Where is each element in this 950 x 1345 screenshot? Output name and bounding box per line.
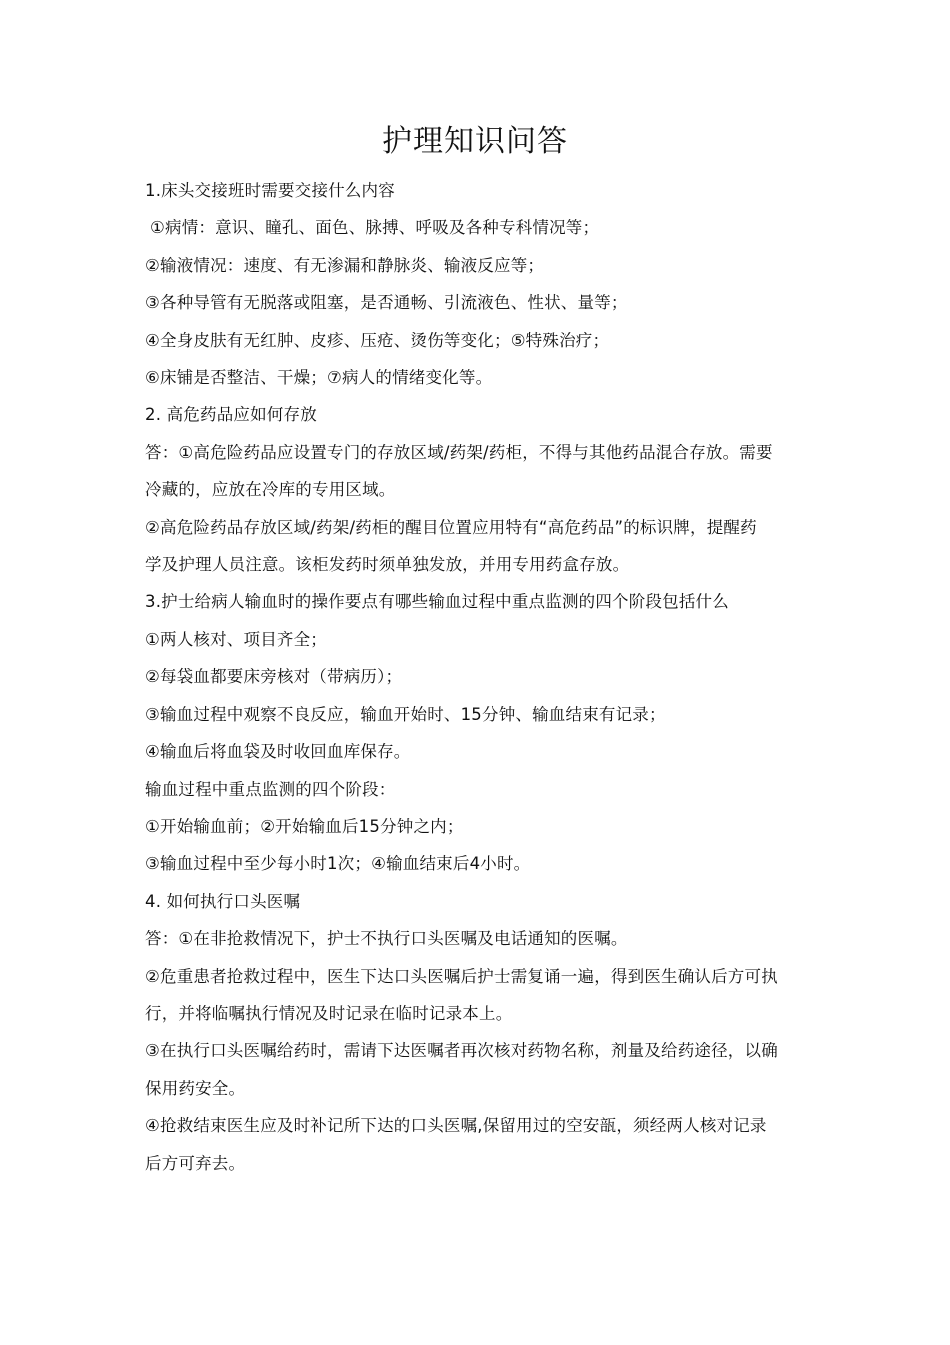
- answer-1-item-3: ③各种导管有无脱落或阻塞，是否通畅、引流液色、性状、量等；: [145, 293, 628, 313]
- answer-4-item-4-line-2: 后方可弃去。: [145, 1153, 246, 1173]
- document-body: [145, 172, 835, 1182]
- answer-4-item-2-line-1: ②危重患者抢救过程中，医生下达口头医嘱后护士需复诵一遍，得到医生确认后方可执: [145, 966, 778, 986]
- answer-2-line-2: 冷藏的，应放在冷库的专用区域。: [145, 480, 396, 500]
- answer-4-item-3-line-2: 保用药安全。: [145, 1078, 246, 1098]
- answer-2-line-3: ②高危险药品存放区域/药架/药柜的醒目位置应用特有“高危药品”的标识牌，提醒药: [145, 517, 757, 537]
- answer-2-line-1: 答：①高危险药品应设置专门的存放区域/药架/药柜，不得与其他药品混合存放。需要: [145, 442, 773, 462]
- answer-4-item-2-line-2: 行，并将临嘱执行情况及时记录在临时记录本上。: [145, 1003, 513, 1023]
- answer-3-item-3: ③输血过程中观察不良反应，输血开始时、15分钟、输血结束有记录；: [145, 704, 666, 724]
- answer-3-item-1: ①两人核对、项目齐全；: [145, 629, 327, 649]
- document-title: 护理知识问答: [382, 124, 568, 159]
- answer-2-line-4: 学及护理人员注意。该柜发药时须单独发放，并用专用药盒存放。: [145, 555, 630, 575]
- question-4-heading: 4. 如何执行口头医嘱: [145, 891, 301, 911]
- question-1-heading: 1.床头交接班时需要交接什么内容: [145, 181, 395, 200]
- answer-4-item-1: 答：①在非抢救情况下，护士不执行口头医嘱及电话通知的医嘱。: [145, 929, 628, 949]
- question-2-heading: 2. 高危药品应如何存放: [145, 405, 317, 425]
- answer-3-item-2: ②每袋血都要床旁核对（带病历）；: [145, 667, 403, 687]
- answer-1-item-6-7: ⑥床铺是否整洁、干燥；⑦病人的情绪变化等。: [145, 368, 493, 388]
- answer-1-item-1: ①病情：意识、瞳孔、面色、脉搏、呼吸及各种专科情况等；: [150, 218, 600, 238]
- monitoring-stages-3-4: ③输血过程中至少每小时1次；④输血结束后4小时。: [145, 854, 531, 874]
- answer-4-item-4-line-1: ④抢救结束医生应及时补记所下达的口头医嘱,保留用过的空安瓿，须经两人核对记录: [145, 1116, 767, 1136]
- question-3-heading: 3.护士给病人输血时的操作要点有哪些输血过程中重点监测的四个阶段包括什么: [145, 592, 729, 612]
- answer-1-item-4-5: ④全身皮肤有无红肿、皮疹、压疮、烫伤等变化；⑤特殊治疗；: [145, 330, 610, 350]
- monitoring-stages-1-2: ①开始输血前；②开始输血后15分钟之内；: [145, 816, 464, 836]
- answer-1-item-2: ②输液情况：速度、有无渗漏和静脉炎、输液反应等；: [145, 255, 545, 275]
- monitoring-stages-heading: 输血过程中重点监测的四个阶段：: [145, 779, 396, 799]
- answer-3-item-4: ④输血后将血袋及时收回血库保存。: [145, 742, 411, 762]
- answer-4-item-3-line-1: ③在执行口头医嘱给药时，需请下达医嘱者再次核对药物名称，剂量及给药途径，以确: [145, 1041, 778, 1061]
